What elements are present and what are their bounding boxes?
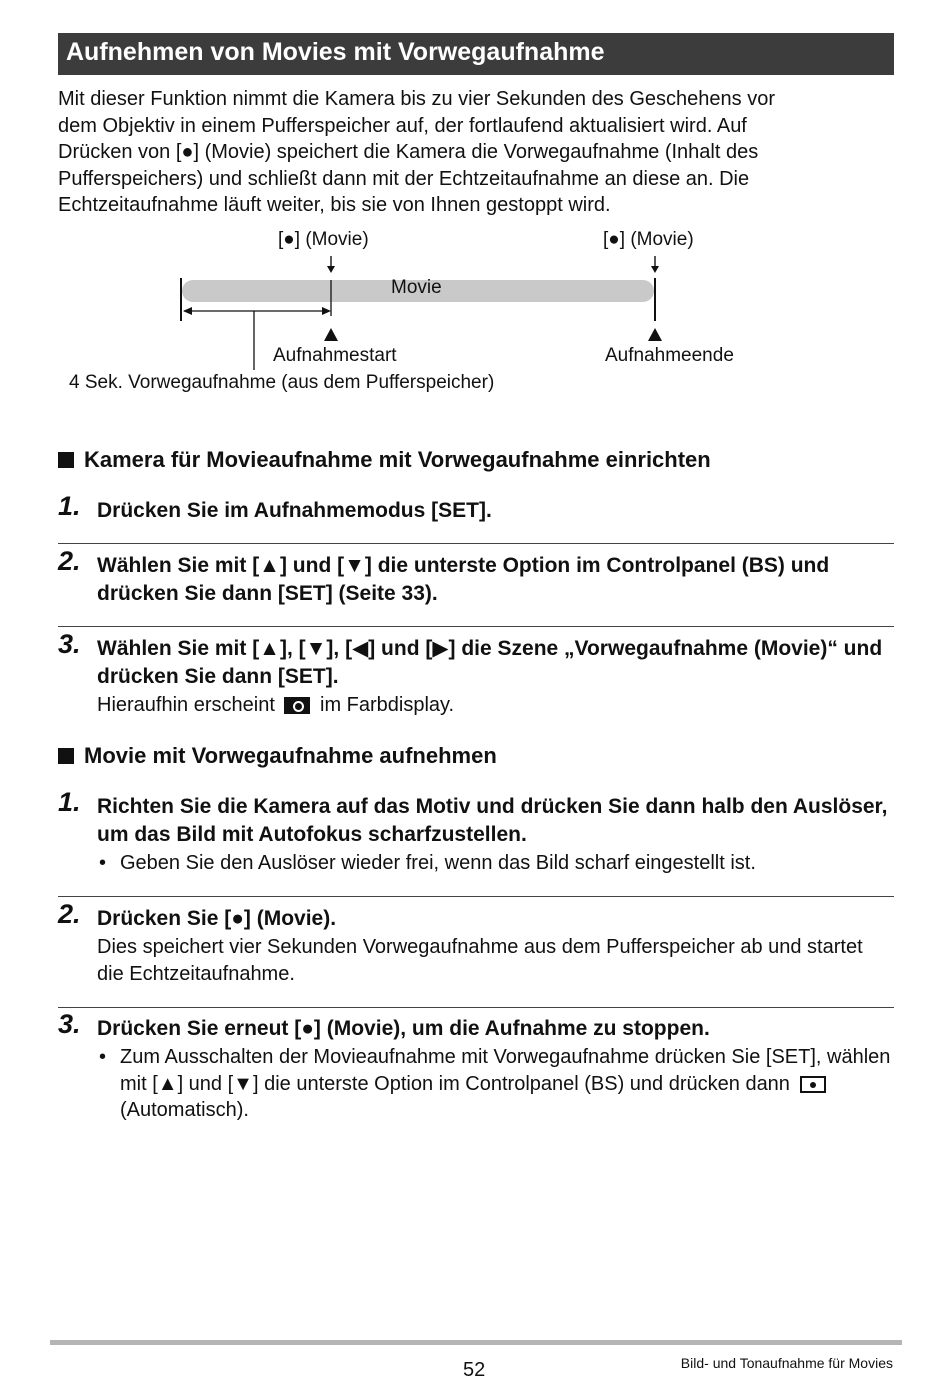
step-text: Richten Sie die Kamera auf das Motiv und drücken Sie dann halb den Auslöser, um das Bild mit Autofokus scharfzustellen. bbox=[97, 795, 888, 846]
note-text-after: im Farbdisplay. bbox=[320, 694, 455, 716]
intro-paragraph bbox=[58, 86, 898, 219]
page-number: 52 bbox=[463, 1359, 486, 1381]
page-title: Aufnehmen von Movies mit Vorwegaufnahme bbox=[58, 33, 894, 75]
intro-line: Echtzeitaufnahme läuft weiter, bis sie von Ihnen gestoppt wird. bbox=[58, 194, 611, 216]
auto-mode-icon bbox=[800, 1076, 826, 1093]
step-number: 2. bbox=[58, 546, 81, 576]
step-divider bbox=[58, 626, 894, 627]
prerecord-movie-icon bbox=[284, 697, 310, 714]
section-heading-text: Kamera für Movieaufnahme mit Vorwegaufnahme einrichten bbox=[84, 447, 711, 472]
press-arrowhead-right bbox=[651, 266, 659, 273]
buffer-label: 4 Sek. Vorwegaufnahme (aus dem Pufferspeicher) bbox=[69, 372, 495, 393]
step-divider bbox=[58, 896, 894, 897]
bullet-text: Geben Sie den Auslöser wieder frei, wenn das Bild scharf eingestellt ist. bbox=[120, 852, 756, 874]
step-number: 1. bbox=[58, 491, 81, 521]
buffer-span-arrowhead-left bbox=[183, 307, 192, 315]
record-step-1 bbox=[58, 787, 894, 877]
bullet-text-before: Zum Ausschalten der Movieaufnahme mit Vorwegaufnahme drücken Sie [SET], wählen mit [▲] und [▼] die unterste Option im Controlpanel (BS) und drücken dann bbox=[120, 1046, 891, 1095]
end-label: Aufnahmeende bbox=[605, 345, 734, 366]
step-text: Wählen Sie mit [▲] und [▼] die unterste Option im Controlpanel (BS) und drücken Sie dann [SET] (Seite 33). bbox=[97, 554, 830, 605]
section-heading-setup bbox=[58, 447, 711, 473]
bullet-item bbox=[97, 1044, 894, 1124]
bullet-text-after: (Automatisch). bbox=[120, 1099, 249, 1121]
bullet-dot: • bbox=[99, 1046, 107, 1068]
press-arrowhead-left bbox=[327, 266, 335, 273]
section-heading-record bbox=[58, 743, 497, 769]
movie-bar-label: Movie bbox=[391, 277, 442, 298]
footer-rule bbox=[50, 1340, 902, 1345]
record-step-2 bbox=[58, 899, 894, 987]
note-text-before: Hieraufhin erscheint bbox=[97, 694, 275, 716]
buffer-span-arrowhead-right bbox=[322, 307, 331, 315]
step-divider bbox=[58, 1007, 894, 1008]
setup-step-2 bbox=[58, 546, 894, 608]
step-text: Drücken Sie erneut [●] (Movie), um die Aufnahme zu stoppen. bbox=[97, 1017, 710, 1040]
step-number: 2. bbox=[58, 899, 81, 929]
step-text: Drücken Sie [●] (Movie). bbox=[97, 907, 337, 930]
step-text: Drücken Sie im Aufnahmemodus [SET]. bbox=[97, 499, 492, 522]
intro-line: Drücken von [●] (Movie) speichert die Kamera die Vorwegaufnahme (Inhalt des bbox=[58, 141, 759, 163]
footer-section-name: Bild- und Tonaufnahme für Movies bbox=[680, 1355, 893, 1371]
step-number: 3. bbox=[58, 629, 81, 659]
start-label: Aufnahmestart bbox=[273, 345, 397, 366]
step-number: 1. bbox=[58, 787, 81, 817]
step-note: Dies speichert vier Sekunden Vorwegaufnahme aus dem Pufferspeicher ab und startet die Echtzeitaufnahme. bbox=[97, 936, 863, 985]
press-label-left: [●] (Movie) bbox=[278, 229, 369, 250]
step-note bbox=[97, 692, 894, 719]
bullet-dot: • bbox=[99, 852, 107, 874]
step-divider bbox=[58, 543, 894, 544]
end-triangle bbox=[648, 328, 662, 341]
bullet-item bbox=[97, 850, 894, 877]
section-square-icon bbox=[58, 748, 74, 764]
intro-line: dem Objektiv in einem Pufferspeicher auf, der fortlaufend aktualisiert wird. Auf bbox=[58, 114, 747, 137]
start-triangle bbox=[324, 328, 338, 341]
setup-step-1 bbox=[58, 491, 894, 525]
step-text: Wählen Sie mit [▲], [▼], [◀] und [▶] die Szene „Vorwegaufnahme (Movie)“ und drücken Sie dann [SET]. bbox=[97, 637, 883, 688]
press-label-right: [●] (Movie) bbox=[603, 229, 694, 250]
intro-line: Pufferspeichers) und schließt dann mit der Echtzeitaufnahme an diese an. Die bbox=[58, 167, 750, 190]
intro-line: Mit dieser Funktion nimmt die Kamera bis zu vier Sekunden des Geschehens vor bbox=[58, 88, 776, 110]
recording-timeline-diagram bbox=[0, 220, 950, 405]
section-square-icon bbox=[58, 452, 74, 468]
step-number: 3. bbox=[58, 1009, 81, 1039]
setup-step-3 bbox=[58, 629, 894, 719]
section-heading-text: Movie mit Vorwegaufnahme aufnehmen bbox=[84, 743, 497, 768]
record-step-3 bbox=[58, 1009, 894, 1124]
